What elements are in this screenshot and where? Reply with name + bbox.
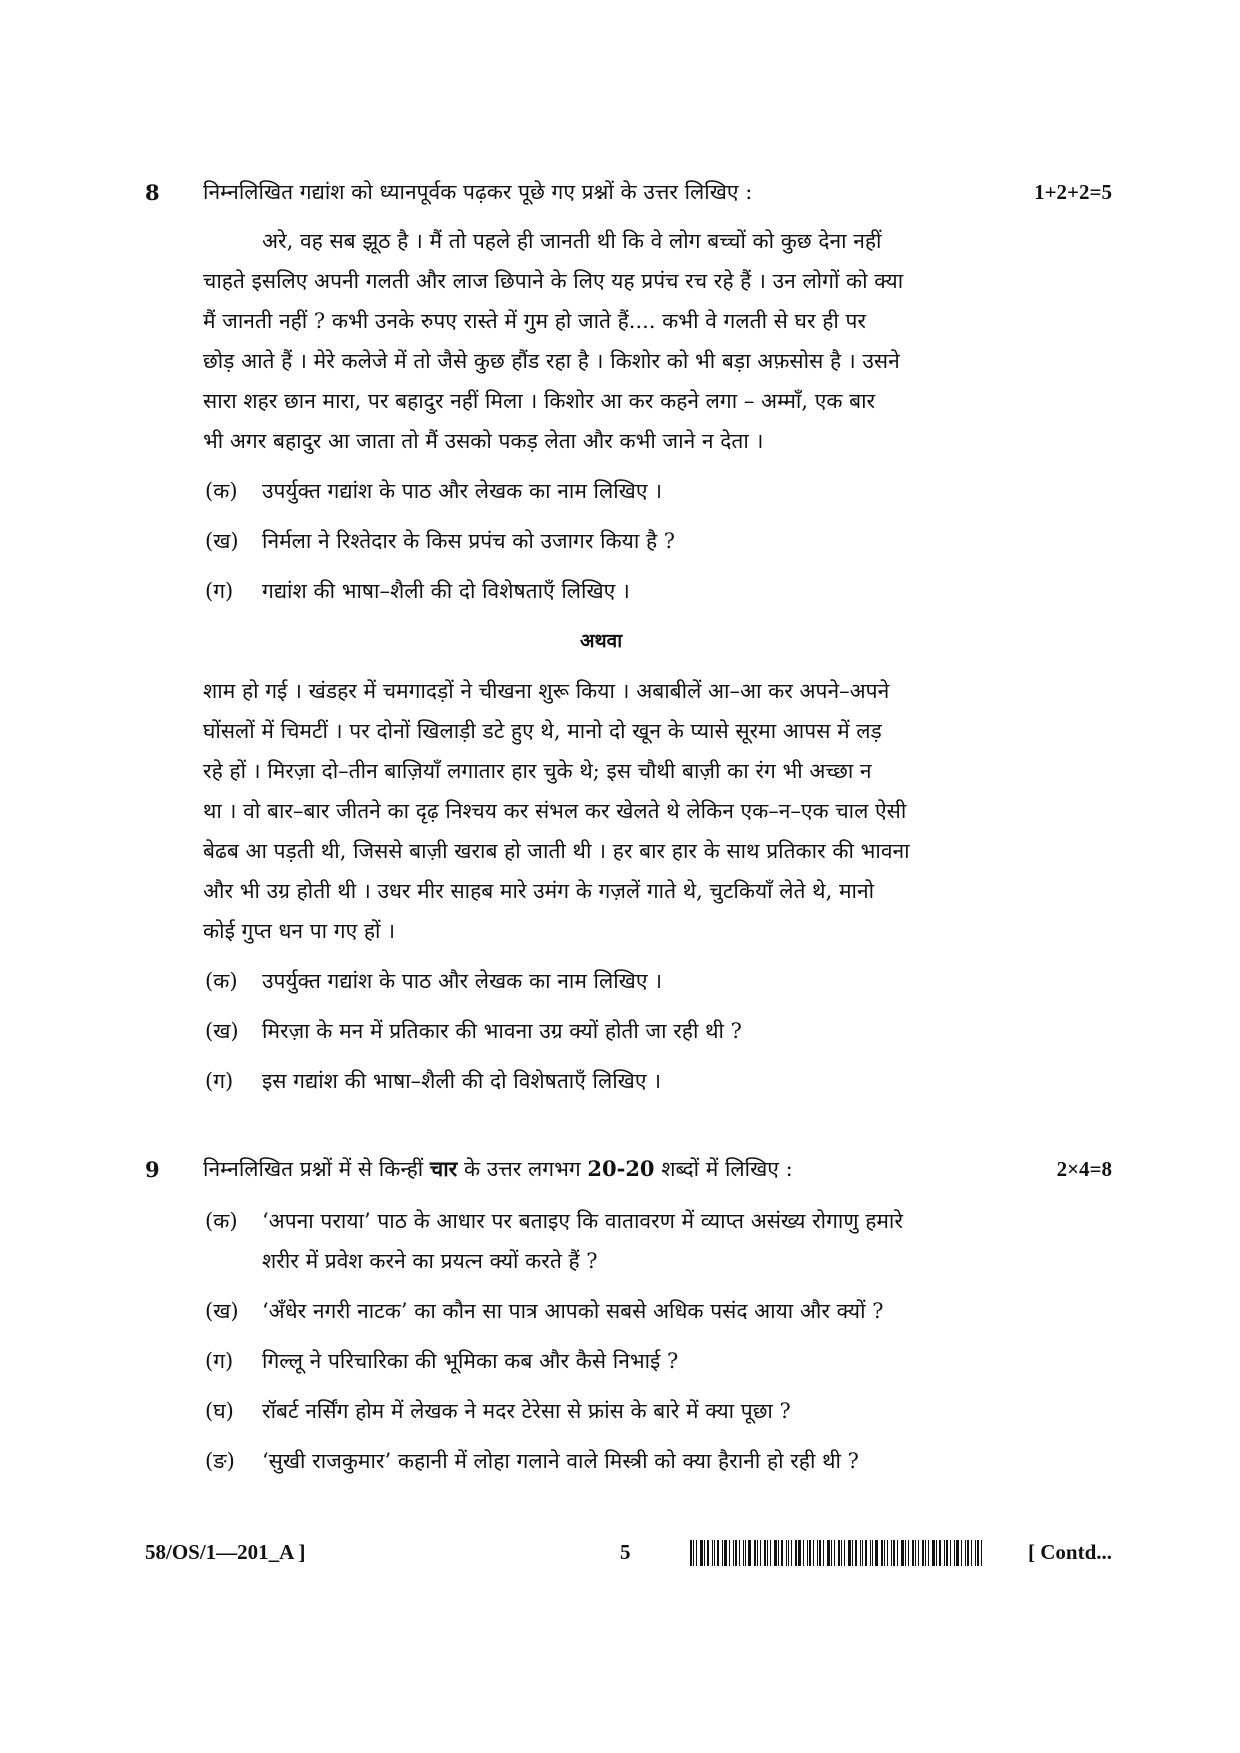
- q8-alt-c-label: (ग): [205, 1069, 234, 1093]
- passage1-line: सारा शहर छान मारा, पर बहादुर नहीं मिला । किशोर आ कर कहने लगा – अम्माँ, एक बार: [203, 389, 876, 413]
- passage1-line: चाहते इसलिए अपनी गलती और लाज छिपाने के लिए यह प्रपंच रच रहे हैं । उन लोगों को क्या: [203, 269, 904, 293]
- q9-e-text: ‘सुखी राजकुमार’ कहानी में लोहा गलाने वाले मिस्त्री को क्या हैरानी हो रही थी ?: [262, 1449, 859, 1473]
- q8-alt-a-label: (क): [205, 969, 238, 993]
- q9-d-label: (घ): [205, 1399, 234, 1423]
- q9-number: 9: [145, 1157, 160, 1182]
- q9-c-text: गिल्लू ने परिचारिका की भूमिका कब और कैसे निभाई ?: [262, 1349, 679, 1373]
- paper-code: 58/OS/1—201_A ]: [145, 1540, 306, 1564]
- passage1-line: अरे, वह सब झूठ है । मैं तो पहले ही जानती थी कि वे लोग बच्चों को कुछ देना नहीं: [262, 229, 882, 253]
- q9-b-label: (ख): [205, 1299, 239, 1323]
- q9-e-label: (ङ): [205, 1449, 235, 1473]
- barcode: [690, 1540, 990, 1566]
- q9-a-label: (क): [205, 1209, 238, 1233]
- q8-a-label: (क): [205, 479, 238, 503]
- passage1-line: भी अगर बहादुर आ जाता तो मैं उसको पकड़ लेता और कभी जाने न देता ।: [203, 429, 764, 453]
- q8-c-text: गद्यांश की भाषा–शैली की दो विशेषताएँ लिखिए ।: [262, 579, 630, 603]
- q8-alt-c-text: इस गद्यांश की भाषा–शैली की दो विशेषताएँ लिखिए ।: [262, 1069, 662, 1093]
- passage2-line: था । वो बार–बार जीतने का दृढ़ निश्चय कर संभल कर खेलते थे लेकिन एक–न–एक चाल ऐसी: [203, 799, 907, 823]
- q8-alt-b-text: मिरज़ा के मन में प्रतिकार की भावना उग्र क्यों होती जा रही थी ?: [262, 1019, 742, 1043]
- q9-d-text: रॉबर्ट नर्सिंग होम में लेखक ने मदर टेरेसा से फ्रांस के बारे में क्या पूछा ?: [262, 1399, 791, 1423]
- passage2-line: घोंसलों में चिमटीं । पर दोनों खिलाड़ी डटे हुए थे, मानो दो खून के प्यासे सूरमा आपस में लड़: [203, 719, 882, 743]
- passage2-line: रहे हों । मिरज़ा दो–तीन बाज़ियाँ लगातार हार चुके थे; इस चौथी बाज़ी का रंग भी अच्छा न: [203, 759, 872, 783]
- passage2-line: शाम हो गई । खंडहर में चमगादड़ों ने चीखना शुरू किया । अबाबीलें आ–आ कर अपने–अपने: [203, 679, 890, 703]
- q8-number: 8: [145, 180, 160, 205]
- passage2-line: कोई गुप्त धन पा गए हों ।: [203, 919, 396, 943]
- q9-instruction: निम्नलिखित प्रश्नों में से किन्हीं चार के उत्तर लगभग 20-20 शब्दों में लिखिए :: [203, 1156, 793, 1181]
- q8-instruction: निम्नलिखित गद्यांश को ध्यानपूर्वक पढ़कर पूछे गए प्रश्नों के उत्तर लिखिए :: [203, 180, 753, 204]
- passage1-line: मैं जानती नहीं ? कभी उनके रुपए रास्ते में गुम हो जाते हैं.... कभी वे गलती से घर ही पर: [203, 309, 867, 333]
- passage1-line: छोड़ आते हैं । मेरे कलेजे में तो जैसे कुछ हौंड रहा है । किशोर को भी बड़ा अफ़सोस है । उसने: [203, 349, 900, 373]
- q8-marks: 1+2+2=5: [1034, 180, 1112, 204]
- q8-b-text: निर्मला ने रिश्तेदार के किस प्रपंच को उजागर किया है ?: [262, 529, 676, 553]
- q9-b-text: ‘अँधेर नगरी नाटक’ का कौन सा पात्र आपको सबसे अधिक पसंद आया और क्यों ?: [262, 1299, 884, 1323]
- q9-marks: 2×4=8: [1056, 1157, 1112, 1181]
- q9-c-label: (ग): [205, 1349, 234, 1373]
- passage2-line: बेढब आ पड़ती थी, जिससे बाज़ी खराब हो जाती थी । हर बार हार के साथ प्रतिकार की भावना: [203, 839, 910, 863]
- page-number: 5: [620, 1540, 631, 1564]
- contd-label: [ Contd...: [1027, 1540, 1112, 1564]
- q8-alt-b-label: (ख): [205, 1019, 239, 1043]
- passage2-line: और भी उग्र होती थी । उधर मीर साहब मारे उमंग के गज़लें गाते थे, चुटकियाँ लेते थे, मानो: [203, 879, 875, 903]
- or-label: अथवा: [580, 630, 623, 652]
- q8-b-label: (ख): [205, 529, 239, 553]
- q8-c-label: (ग): [205, 579, 234, 603]
- q9-a-text: ‘अपना पराया’ पाठ के आधार पर बताइए कि वातावरण में व्याप्त असंख्य रोगाणु हमारे: [262, 1209, 903, 1233]
- q8-a-text: उपर्युक्त गद्यांश के पाठ और लेखक का नाम लिखिए ।: [262, 479, 663, 503]
- q8-alt-a-text: उपर्युक्त गद्यांश के पाठ और लेखक का नाम लिखिए ।: [262, 969, 663, 993]
- q9-a-text-cont: शरीर में प्रवेश करने का प्रयत्न क्यों करते हैं ?: [262, 1249, 598, 1273]
